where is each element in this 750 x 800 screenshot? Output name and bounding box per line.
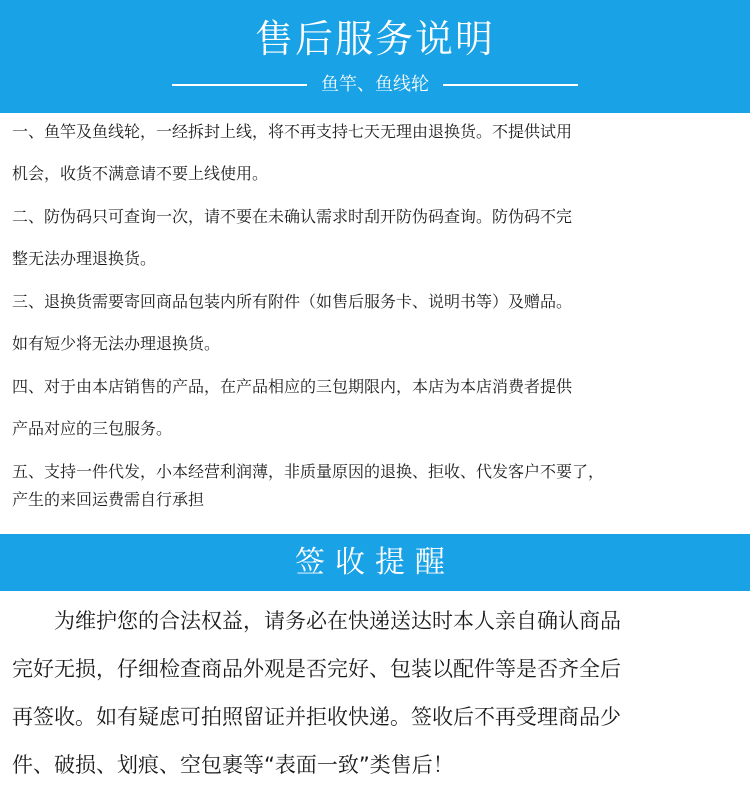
header-subtitle: 鱼竿、鱼线轮 xyxy=(321,74,429,95)
policy-line-10: 产生的来回运费需自行承担 xyxy=(12,490,205,509)
section-title: 签收提醒 xyxy=(295,544,455,580)
policy-line-4: 整无法办理退换货。 xyxy=(12,249,157,268)
reminder-line-2: 完好无损，仔细检查商品外观是否完好、包装以配件等是否齐全后 xyxy=(12,657,621,681)
policy-line-2: 机会，收货不满意请不要上线使用。 xyxy=(12,164,269,183)
policy-line-1: 一、鱼竿及鱼线轮，一经拆封上线，将不再支持七天无理由退换货。不提供试用 xyxy=(12,122,573,141)
reminder-line-4: 件、破损、划痕、空包裹等“表面一致”类售后！ xyxy=(12,753,454,777)
policy-line-7: 四、对于由本店销售的产品，在产品相应的三包期限内，本店为本店消费者提供 xyxy=(12,377,573,396)
right-divider xyxy=(443,84,578,86)
policy-line-5: 三、退换货需要寄回商品包装内所有附件（如售后服务卡、说明书等）及赠品。 xyxy=(12,292,573,311)
sign-reminder-banner xyxy=(0,534,750,591)
policy-line-9: 五、支持一件代发，小本经营利润薄，非质量原因的退换、拒收、代发客户不要了， xyxy=(12,462,605,481)
header-subtitle-row xyxy=(0,72,750,98)
policy-line-3: 二、防伪码只可查询一次，请不要在未确认需求时刮开防伪码查询。防伪码不完 xyxy=(12,207,573,226)
policy-line-8: 产品对应的三包服务。 xyxy=(12,419,173,438)
policy-line-6: 如有短少将无法办理退换货。 xyxy=(12,334,221,353)
reminder-line-1: 为维护您的合法权益，请务必在快递送达时本人亲自确认商品 xyxy=(54,609,621,633)
left-divider xyxy=(172,84,307,86)
page-title: 售后服务说明 xyxy=(254,17,495,61)
header-banner xyxy=(0,0,750,113)
reminder-line-3: 再签收。如有疑虑可拍照留证并拒收快递。签收后不再受理商品少 xyxy=(12,705,621,729)
